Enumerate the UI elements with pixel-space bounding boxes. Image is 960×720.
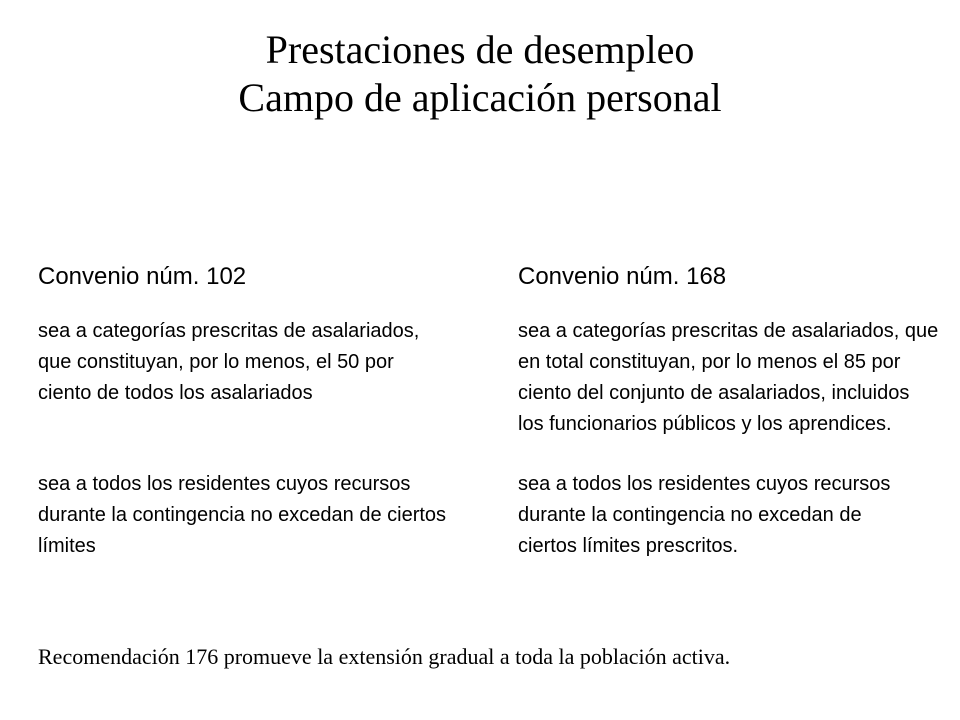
- right-paragraph-2: [518, 469, 948, 562]
- left-column: [38, 262, 478, 562]
- right-paragraph-1-line: en total constituyan, por lo menos el 85 por: [518, 351, 901, 373]
- slide-title: [0, 26, 960, 122]
- left-paragraph-1-line: sea a categorías prescritas de asalariados,: [38, 320, 420, 342]
- left-paragraph-2-line: sea a todos los residentes cuyos recursos: [38, 473, 411, 495]
- right-paragraph-1-line: los funcionarios públicos y los aprendices.: [518, 413, 892, 435]
- left-paragraph-1: [38, 316, 478, 441]
- slide-title-line-1: Prestaciones de desempleo: [265, 27, 695, 72]
- right-column-heading: Convenio núm. 168: [518, 263, 727, 290]
- slide-title-line-2: Campo de aplicación personal: [238, 75, 722, 120]
- right-paragraph-1-line: ciento del conjunto de asalariados, incluidos: [518, 382, 910, 404]
- left-paragraph-2-line: durante la contingencia no excedan de ciertos: [38, 504, 447, 526]
- right-paragraph-1: [518, 316, 948, 441]
- left-paragraph-1-line: que constituyan, por lo menos, el 50 por: [38, 351, 394, 373]
- left-column-heading: Convenio núm. 102: [38, 263, 247, 290]
- right-paragraph-2-line: durante la contingencia no excedan de: [518, 504, 862, 526]
- right-paragraph-1-line: sea a categorías prescritas de asalariados, que: [518, 320, 939, 342]
- right-column: [518, 262, 948, 562]
- left-paragraph-2: [38, 469, 478, 562]
- right-paragraph-2-line: sea a todos los residentes cuyos recursos: [518, 473, 891, 495]
- footer-note: Recomendación 176 promueve la extensión gradual a toda la población activa.: [38, 644, 731, 669]
- left-paragraph-2-line: límites: [38, 535, 96, 557]
- right-paragraph-2-line: ciertos límites prescritos.: [518, 535, 739, 557]
- left-paragraph-1-line: ciento de todos los asalariados: [38, 382, 313, 404]
